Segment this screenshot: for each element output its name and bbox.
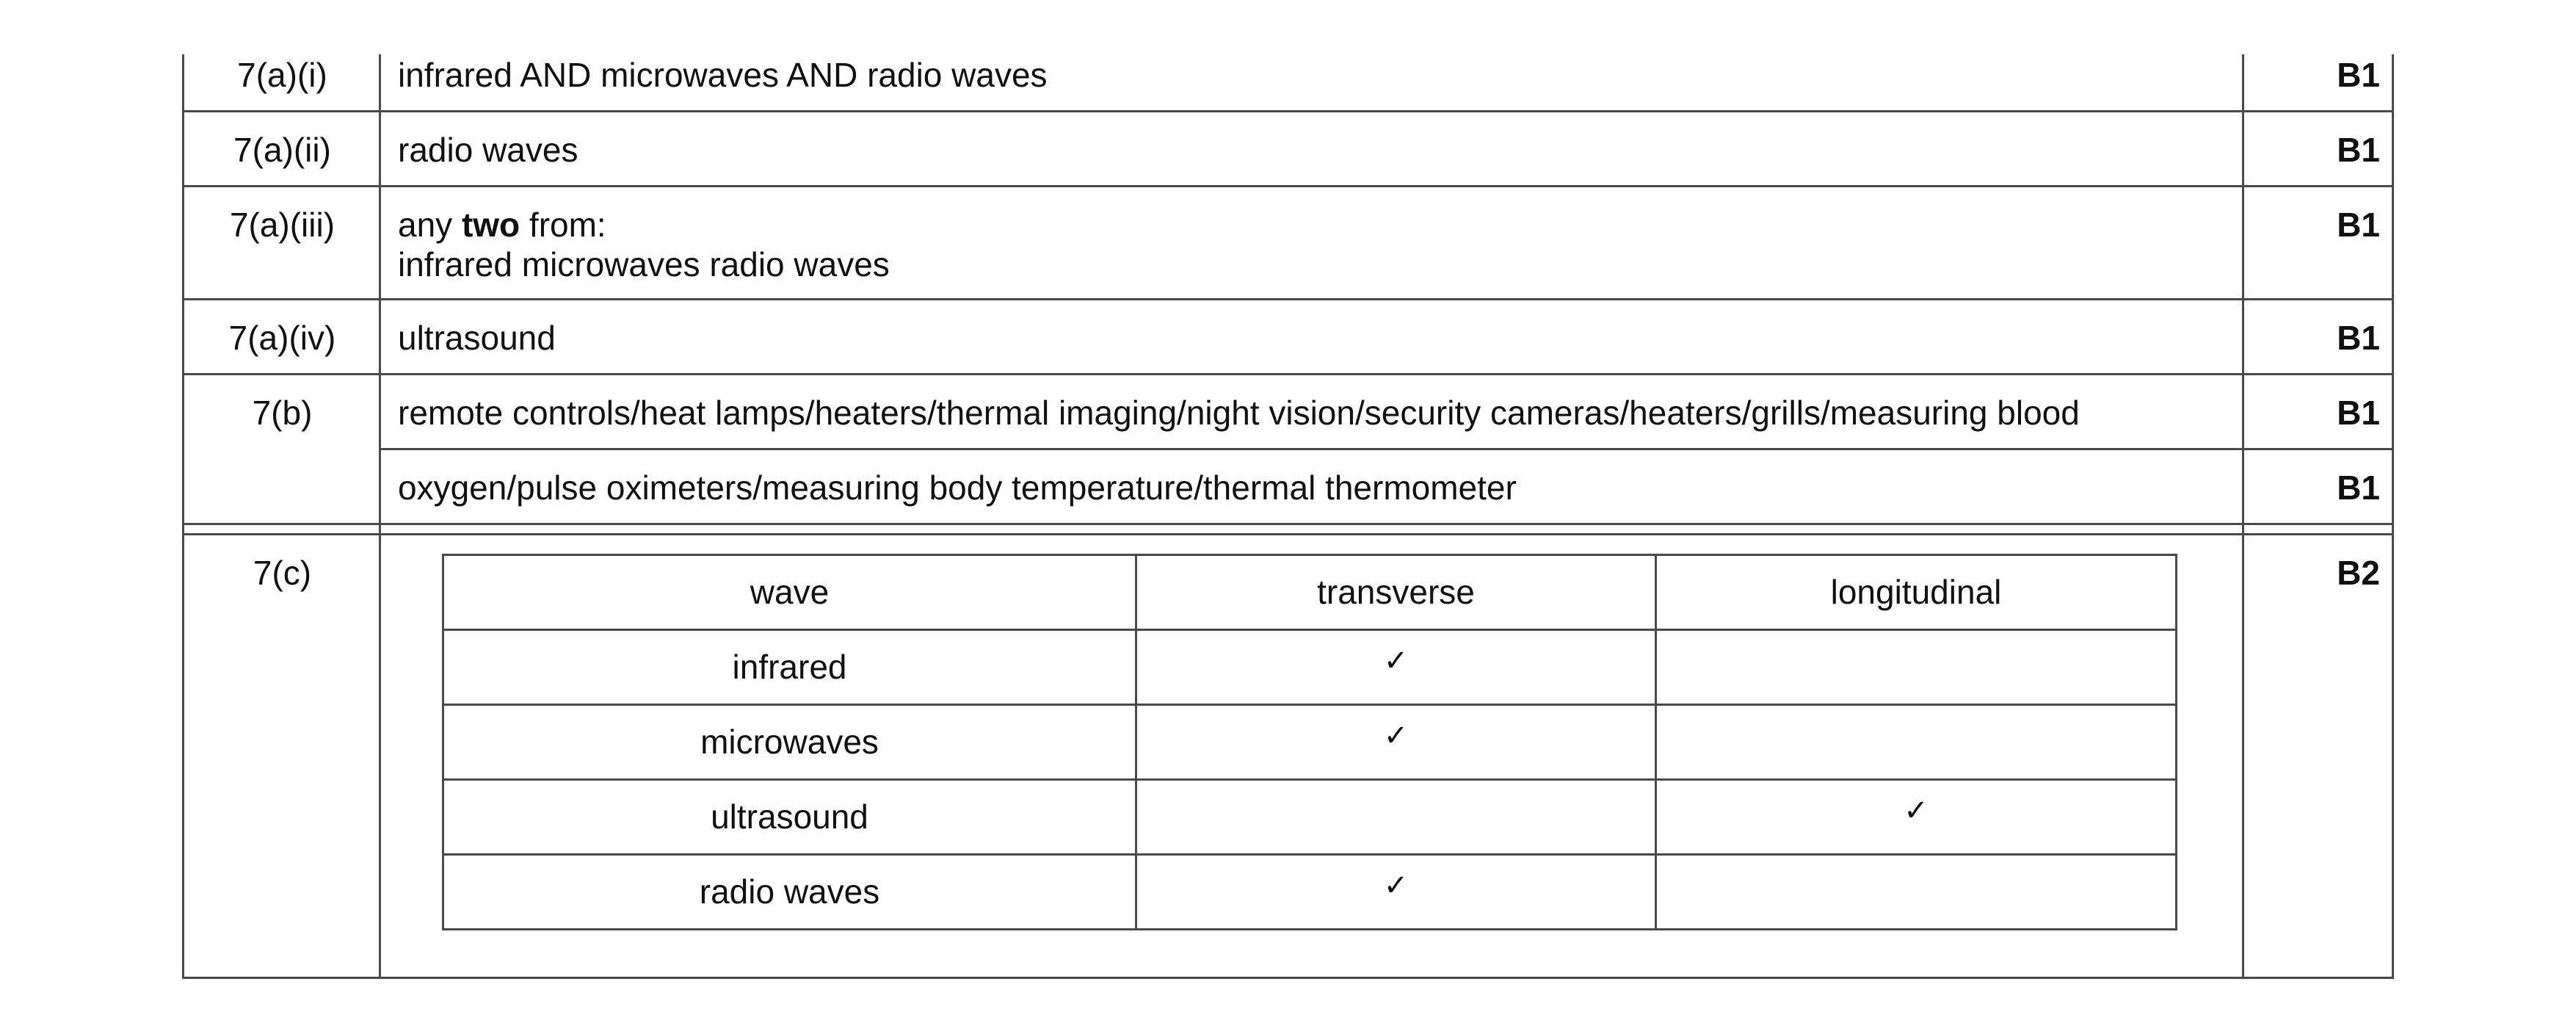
- mark-code: B1: [2337, 56, 2380, 94]
- inner-table-row-divider: [442, 629, 2177, 631]
- question-number: 7(b): [252, 394, 313, 432]
- inner-table-row-divider: [442, 778, 2177, 781]
- column-divider-question: [379, 54, 381, 978]
- wave-table-header: transverse: [1317, 573, 1475, 611]
- row-divider-partial: [379, 448, 2394, 450]
- row-divider: [182, 373, 2394, 375]
- question-number: 7(a)(iii): [229, 206, 335, 244]
- row-divider: [182, 298, 2394, 300]
- section-divider: [182, 533, 2394, 535]
- answer-text: infrared AND microwaves AND radio waves: [398, 56, 1048, 94]
- inner-table-border-top: [442, 554, 2177, 556]
- wave-name: ultrasound: [711, 798, 868, 836]
- check-mark: ✓: [1383, 869, 1409, 903]
- question-number: 7(a)(iv): [228, 319, 336, 357]
- answer-text: ultrasound: [398, 319, 556, 357]
- wave-name: radio waves: [699, 872, 880, 911]
- answer-text: radio waves: [398, 131, 578, 169]
- mark-code: B1: [2337, 319, 2380, 357]
- column-divider-marks: [2242, 54, 2244, 978]
- mark-code: B1: [2337, 394, 2380, 432]
- question-number: 7(a)(ii): [233, 131, 331, 169]
- wave-name: infrared: [732, 648, 847, 686]
- table-border-bottom: [182, 977, 2394, 979]
- answer-text: remote controls/heat lamps/heaters/thermal imaging/night vision/security cameras/heaters/grills/measuring blood: [398, 394, 2080, 432]
- inner-table-border-bottom: [442, 928, 2177, 930]
- mark-code: B1: [2337, 206, 2380, 244]
- check-mark: ✓: [1383, 719, 1409, 753]
- mark-code: B2: [2337, 554, 2380, 592]
- row-divider: [182, 185, 2394, 187]
- answer-emphasis: two: [461, 206, 520, 244]
- inner-table-row-divider: [442, 853, 2177, 856]
- mark-code: B1: [2337, 469, 2380, 507]
- wave-table-header: longitudinal: [1830, 573, 2002, 611]
- answer-prefix: any: [398, 206, 462, 244]
- answer-text: [398, 204, 606, 245]
- answer-text: oxygen/pulse oximeters/measuring body temperature/thermal thermometer: [398, 469, 1517, 507]
- wave-table-header: wave: [750, 573, 830, 611]
- check-mark: ✓: [1904, 794, 1929, 828]
- answer-suffix: from:: [520, 206, 606, 244]
- row-divider: [182, 110, 2394, 112]
- check-mark: ✓: [1383, 644, 1409, 678]
- answer-text-line2: infrared microwaves radio waves: [398, 245, 890, 283]
- inner-table-border-right: [2175, 554, 2177, 930]
- table-border-left: [182, 54, 184, 978]
- wave-name: microwaves: [700, 723, 879, 761]
- question-number: 7(a)(i): [237, 56, 327, 94]
- section-divider: [182, 523, 2394, 525]
- mark-code: B1: [2337, 131, 2380, 169]
- table-border-right: [2392, 54, 2394, 978]
- inner-table-row-divider: [442, 704, 2177, 706]
- question-number: 7(c): [253, 554, 312, 592]
